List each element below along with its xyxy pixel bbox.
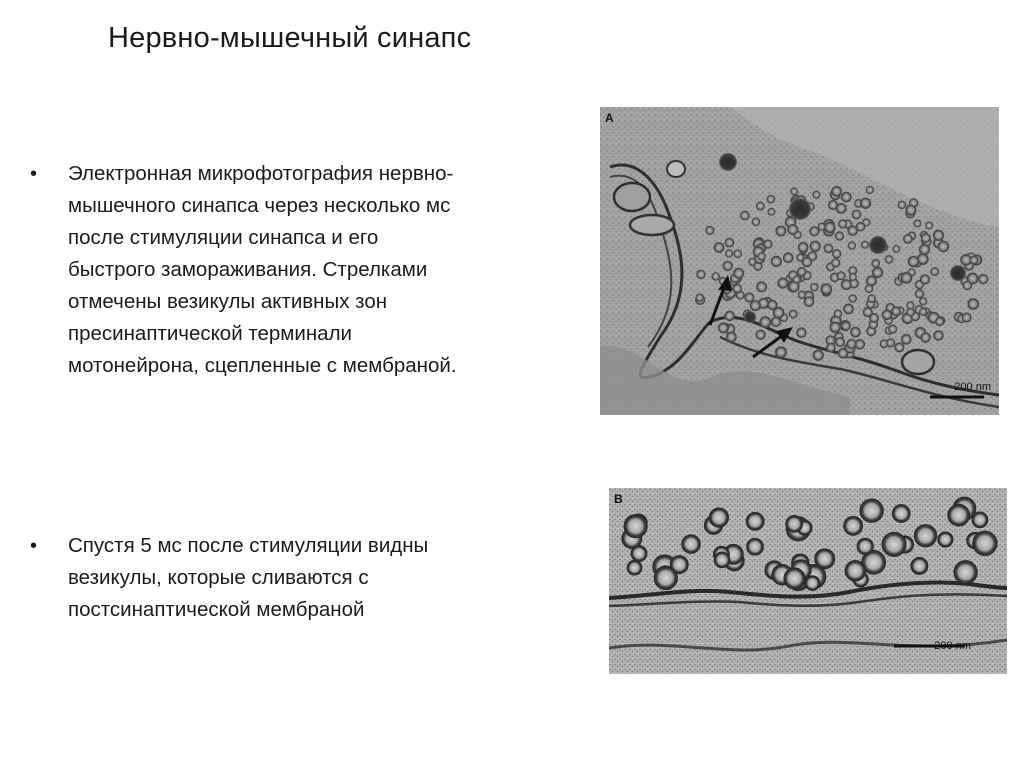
- bullet-text-1: Электронная микрофотография нервно- мышечного синапса через несколько мс после стимуляции синапса и его быстрого замораживания. Стрелками отмечены везикулы активных зон пресинаптической терминали мотонейрона, сцепленные с мембраной.: [68, 162, 457, 377]
- vesicle: [723, 261, 733, 271]
- vesicle: [835, 231, 844, 240]
- vesicle: [746, 513, 763, 530]
- vesicle: [733, 284, 743, 294]
- vesicle: [962, 281, 972, 291]
- vesicle: [841, 279, 852, 290]
- vesicle: [824, 222, 836, 234]
- vesicle: [771, 317, 782, 328]
- vesicle: [925, 221, 933, 229]
- vesicle: [711, 272, 720, 281]
- vesicle: [972, 512, 987, 527]
- vesicle: [885, 255, 894, 264]
- vesicle: [935, 317, 944, 326]
- panel-letter-a: A: [605, 111, 614, 125]
- vesicle: [882, 533, 906, 557]
- vesicle: [835, 337, 845, 347]
- vesicle: [724, 311, 735, 322]
- vesicle: [820, 283, 832, 295]
- vesicle: [954, 561, 977, 584]
- vesicle: [948, 505, 969, 526]
- vesicle: [930, 267, 939, 276]
- vesicle: [852, 210, 862, 220]
- micrograph-a-image: [600, 107, 999, 415]
- vesicle: [911, 558, 927, 574]
- vesicle: [671, 556, 688, 573]
- vesicle: [898, 201, 907, 210]
- bullet-item-1: [30, 158, 457, 382]
- vesicle: [631, 546, 646, 561]
- vesicle: [733, 249, 742, 258]
- vesicle: [973, 531, 997, 555]
- vesicle: [755, 330, 765, 340]
- bullet-marker: •: [30, 535, 38, 557]
- vesicle: [718, 322, 729, 333]
- vesicle: [901, 334, 912, 345]
- vesicle: [750, 300, 761, 311]
- vesicle: [829, 321, 841, 333]
- vesicle: [903, 234, 913, 244]
- vesicle: [804, 296, 815, 307]
- vesicle: [860, 198, 871, 209]
- vesicle: [920, 332, 931, 343]
- mitochondrion: [630, 215, 674, 235]
- vesicle: [838, 219, 847, 228]
- vesicle: [905, 205, 916, 216]
- vesicle: [837, 271, 846, 280]
- vesicle: [846, 339, 856, 349]
- vesicle: [725, 238, 735, 248]
- vesicle: [869, 313, 879, 323]
- vesicle: [921, 233, 931, 243]
- dense-core-vesicle: [789, 198, 811, 220]
- mitochondrion: [902, 350, 934, 374]
- vesicle: [847, 225, 858, 236]
- vesicle: [843, 304, 854, 315]
- vesicle: [893, 505, 910, 522]
- vesicle: [845, 561, 865, 581]
- vesicle: [813, 350, 824, 361]
- vesicle: [783, 252, 794, 263]
- vesicle: [892, 245, 900, 253]
- vesicle: [714, 242, 725, 253]
- vesicle: [756, 281, 767, 292]
- vesicle: [933, 330, 944, 341]
- vesicle: [802, 257, 813, 268]
- vesicle: [831, 258, 840, 267]
- vesicle: [812, 191, 820, 199]
- vesicle: [857, 539, 873, 555]
- dense-core-vesicle: [869, 236, 887, 254]
- vesicle: [792, 275, 800, 283]
- vesicle: [759, 316, 771, 328]
- bullet-item-2: [30, 530, 428, 626]
- mitochondrion: [614, 183, 650, 211]
- vesicle: [696, 293, 704, 301]
- vesicle: [849, 273, 857, 281]
- vesicle: [810, 283, 819, 292]
- vesicle: [775, 226, 786, 237]
- vesicle: [844, 517, 862, 535]
- vesicle: [832, 249, 842, 259]
- vesicle: [767, 195, 776, 204]
- vesicle: [933, 230, 944, 241]
- vesicle: [886, 338, 895, 347]
- dense-core-vesicle: [950, 265, 966, 281]
- vesicle: [913, 220, 921, 228]
- vesicle: [841, 192, 852, 203]
- vesicle: [767, 300, 777, 310]
- dense-core-vesicle: [719, 153, 737, 171]
- bullet-text-2: Спустя 5 мс после стимуляции видны везикулы, которые сливаются с постсинаптической мембраной: [68, 534, 429, 621]
- vesicle: [888, 325, 897, 334]
- vesicle: [682, 535, 700, 553]
- vesicle: [796, 327, 807, 338]
- vesicle: [831, 186, 842, 197]
- vesicle: [624, 515, 647, 538]
- vesicle: [850, 327, 861, 338]
- vesicle: [970, 256, 979, 265]
- vesicle: [798, 242, 809, 253]
- vesicle: [919, 297, 927, 305]
- vesicle: [891, 306, 901, 316]
- vesicle: [771, 256, 782, 267]
- scale-label-a: 200 nm: [954, 381, 991, 393]
- scale-label-b: 200 nm: [934, 640, 971, 652]
- vesicle: [710, 508, 729, 527]
- vesicle: [696, 270, 706, 280]
- vesicle: [714, 552, 729, 567]
- vesicle: [733, 268, 744, 279]
- vesicle: [866, 186, 874, 194]
- panel-letter-b: B: [614, 492, 623, 506]
- vesicle: [725, 249, 733, 257]
- vesicle: [871, 259, 880, 268]
- micrograph-b: [609, 488, 1007, 674]
- vesicle: [838, 348, 849, 359]
- organelle: [667, 161, 685, 177]
- vesicle: [901, 272, 913, 284]
- vesicle: [790, 187, 798, 195]
- vesicle: [787, 224, 798, 235]
- vesicle: [784, 568, 805, 589]
- vesicle: [872, 267, 883, 278]
- vesicle: [915, 525, 937, 547]
- vesicle: [848, 241, 856, 249]
- vesicle: [757, 252, 766, 261]
- vesicle: [810, 241, 821, 252]
- vesicle: [805, 576, 819, 590]
- micrograph-a: [600, 107, 999, 415]
- vesicle: [894, 342, 904, 352]
- vesicle: [861, 241, 869, 249]
- vesicle: [978, 274, 988, 284]
- vesicle: [908, 256, 920, 268]
- vesicle: [867, 294, 876, 303]
- vesicle: [705, 226, 714, 235]
- vesicle: [756, 202, 765, 211]
- vesicle: [860, 499, 883, 522]
- vesicle: [826, 343, 836, 353]
- vesicle: [747, 539, 763, 555]
- vesicle: [818, 223, 826, 231]
- vesicle: [882, 310, 893, 321]
- vesicle: [789, 310, 798, 319]
- vesicle: [841, 321, 851, 331]
- dense-core-vesicle: [744, 311, 756, 323]
- vesicle: [938, 241, 950, 253]
- vesicle: [752, 217, 761, 226]
- bullet-marker: •: [30, 163, 38, 185]
- vesicle: [915, 289, 924, 298]
- vesicle: [836, 203, 847, 214]
- vesicle: [920, 274, 930, 284]
- slide-title: Нервно-мышечный синапс: [108, 22, 472, 54]
- vesicle: [848, 294, 857, 303]
- vesicle: [967, 298, 979, 310]
- vesicle: [775, 346, 787, 358]
- vesicle: [786, 516, 802, 532]
- vesicle: [726, 332, 737, 343]
- vesicle: [627, 561, 641, 575]
- vesicle: [740, 211, 750, 221]
- vesicle: [938, 532, 953, 547]
- vesicle: [906, 301, 914, 309]
- vesicle: [767, 208, 775, 216]
- vesicle: [824, 244, 834, 254]
- vesicle: [834, 309, 843, 318]
- vesicle: [962, 312, 972, 322]
- vesicle: [798, 290, 807, 299]
